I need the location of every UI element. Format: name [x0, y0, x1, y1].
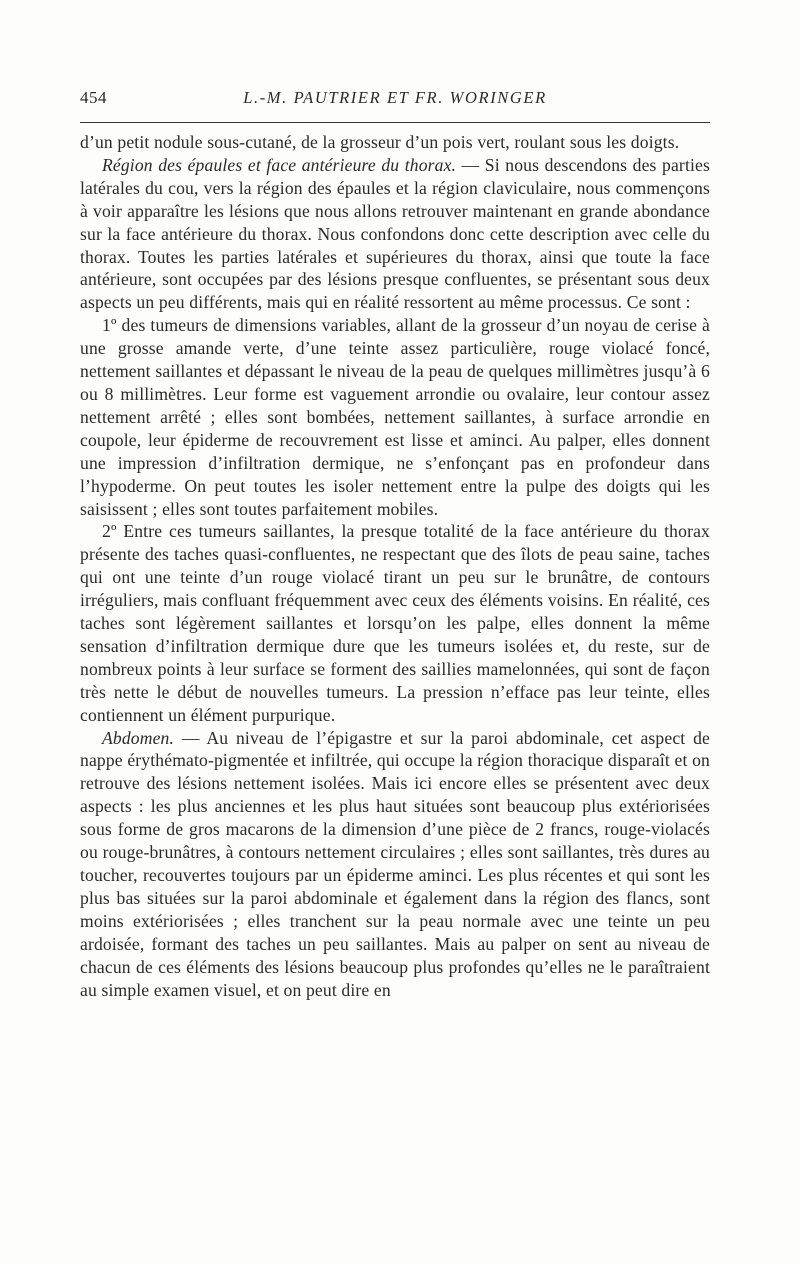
paragraph-spots: 2º Entre ces tumeurs saillantes, la presque totalité de la face antérieure du thorax présente des taches quasi-confluentes, ne respectant que des îlots de peau saine, taches qui ont une teinte d’un rouge violacé tirant un peu sur le brunâtre, de contours irréguliers, mais confluant fréquemment avec ceux des éléments voisins. En réalité, ces taches sont légèrement saillantes et lorsqu’on les palpe, elles donnent la même sensation d’infiltration dermique dure que les tumeurs isolées et, du reste, sur de nombreux points à leur surface se forment des saillies mamelonnées, qui sont de façon très nette le début de nouvelles tumeurs. La pression n’efface pas leur teinte, elles contiennent un élément purpurique.	[80, 521, 710, 725]
section-title-shoulders-thorax: Région des épaules et face antérieure du thorax.	[102, 154, 457, 175]
paragraph-shoulders-thorax	[80, 154, 710, 314]
body-text	[80, 131, 710, 1001]
section-title-abdomen: Abdomen.	[102, 727, 175, 748]
paragraph-text: — Si nous descendons des parties latérales du cou, vers la région des épaules et la région claviculaire, nous commençons à voir apparaître les lésions que nous allons retrouver maintenant en grande abondance sur la face antérieure du thorax. Nous confondons donc cette description avec celle du thorax. Toutes les parties latérales et supérieures du thorax, ainsi que toute la face antérieure, sont occupées par des lésions presque confluentes, se présentant sous deux aspects un peu différents, mais qui en réalité ressortent au même processus. Ce sont :	[80, 154, 710, 313]
paragraph-abdomen	[80, 727, 710, 1002]
running-head	[80, 88, 710, 114]
paragraph-continuation: d’un petit nodule sous-cutané, de la grosseur d’un pois vert, roulant sous les doigts.	[80, 132, 680, 152]
running-title: L.-M. PAUTRIER ET FR. WORINGER	[243, 88, 547, 107]
paragraph-tumors: 1º des tumeurs de dimensions variables, allant de la grosseur d’un noyau de cerise à une grosse amande verte, d’une teinte assez particulière, rouge violacé foncé, nettement saillantes et dépassant le niveau de la peau de quelques millimètres jusqu’à 6 ou 8 millimètres. Leur forme est vaguement arrondie ou ovalaire, leur contour assez nettement arrêté ; elles sont bombées, nettement saillantes, à surface arrondie en coupole, leur épiderme de recouvrement est lisse et aminci. Au palper, elles donnent une impression d’infiltration dermique, ne s’enfonçant pas en profondeur dans l’hypoderme. On peut toutes les isoler nettement entre la pulpe des doigts qui les saisissent ; elles sont toutes parfaitement mobiles.	[80, 315, 710, 519]
paragraph-text: — Au niveau de l’épigastre et sur la paroi abdominale, cet aspect de nappe érythémato-pigmentée et infiltrée, qui occupe la région thoracique disparaît et on retrouve des lésions nettement isolées. Mais ici encore elles se présentent avec deux aspects : les plus anciennes et les plus haut situées sont beaucoup plus extériorisées sous forme de gros macarons de la dimension d’une pièce de 2 francs, rouge-violacés ou rouge-brunâtres, à contours nettement circulaires ; elles sont saillantes, très dures au toucher, recouvertes toujours par un épiderme aminci. Les plus récentes et qui sont les plus bas situées sur la paroi abdominale et également dans la région des flancs, sont moins extériorisées ; elles tranchent sur la peau normale avec une teinte un peu ardoisée, formant des taches un peu saillantes. Mais au palper on sent au niveau de chacun de ces éléments des lésions beaucoup plus profondes qu’elles ne le paraîtraient au simple examen visuel, et on peut dire en	[80, 727, 710, 1000]
page	[80, 0, 710, 1264]
header-rule	[80, 122, 710, 123]
page-number: 454	[80, 88, 107, 107]
